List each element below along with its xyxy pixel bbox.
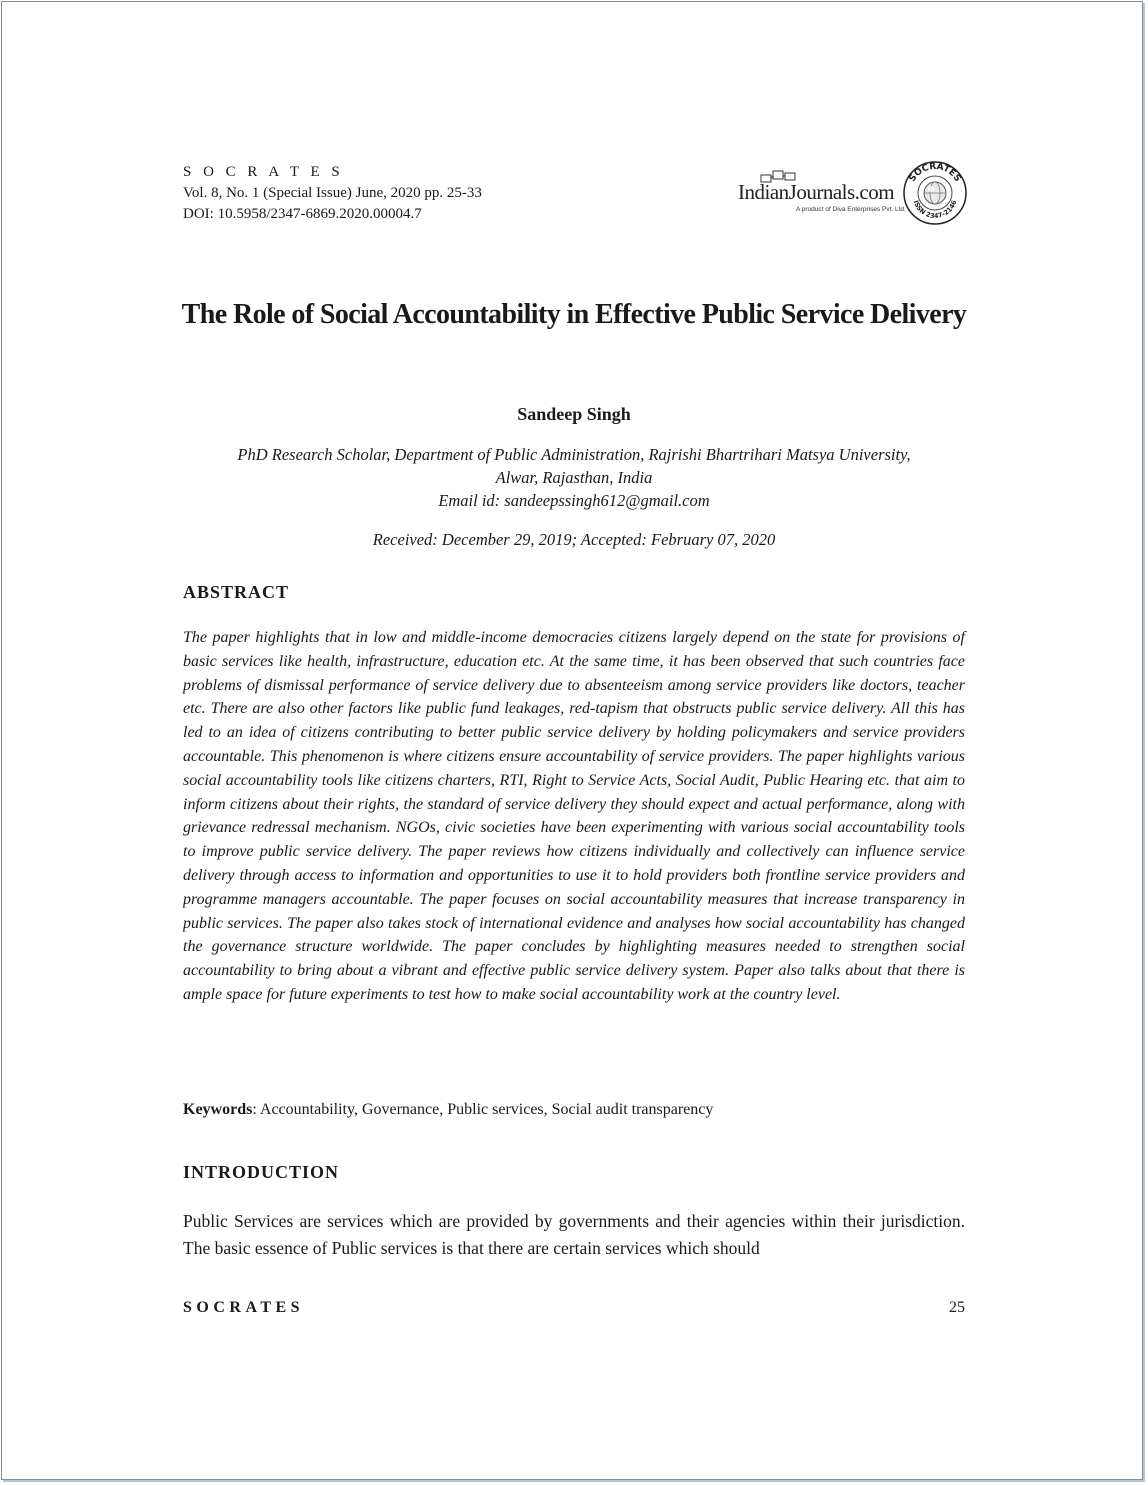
keywords-list: : Accountability, Governance, Public services, Social audit transparency bbox=[252, 1101, 714, 1118]
seal-top-text: SOCRATES bbox=[907, 161, 963, 184]
publisher-logo bbox=[738, 160, 968, 230]
journal-header bbox=[183, 162, 482, 225]
author-affiliation bbox=[150, 443, 998, 512]
author-name: Sandeep Singh bbox=[517, 404, 631, 424]
journal-name: S O C R A T E S bbox=[183, 164, 344, 180]
introduction-text: Public Services are services which are provided by governments and their agencies within their jurisdiction. The basic essence of Public services is that there are certain services which should bbox=[183, 1211, 965, 1258]
seal-bottom-text: ISSN 2347-2146 bbox=[911, 199, 959, 221]
svg-text:SOCRATES bbox=[908, 162, 963, 184]
keywords bbox=[183, 1101, 713, 1119]
journal-volume: Vol. 8, No. 1 (Special Issue) June, 2020 pp. 25-33 bbox=[183, 185, 482, 201]
journal-seal-icon bbox=[902, 160, 968, 226]
author-email: Email id: sandeepssingh612@gmail.com bbox=[438, 491, 710, 510]
affiliation-location: Alwar, Rajasthan, India bbox=[495, 468, 653, 487]
page-number: 25 bbox=[949, 1299, 965, 1316]
journal-doi: DOI: 10.5958/2347-6869.2020.00004.7 bbox=[183, 206, 422, 222]
keywords-label: Keywords bbox=[183, 1101, 253, 1118]
affiliation-line: PhD Research Scholar, Department of Public Administration, Rajrishi Bhartrihari Matsya University, bbox=[237, 445, 911, 464]
article-title: The Role of Social Accountability in Effective Public Service Delivery bbox=[181, 299, 967, 330]
abstract-text: The paper highlights that in low and middle-income democracies citizens largely depend on the state for provisions of basic services like health, infrastructure, education etc. At the same time, it has been observed that such countries face problems of dismissal performance of service delivery due to absenteeism among service providers like doctors, teacher etc. There are also other factors like public fund leakages, red-tapism that obstructs public service delivery. All this has led to an idea of citizens contributing to better public service delivery by holding policymakers and service providers accountable. This phenomenon is where citizens ensure accountability of service providers. The paper highlights various social accountability tools like citizens charters, RTI, Right to Service Acts, Social Audit, Public Hearing etc. that aim to inform citizens about their rights, the standard of service delivery they should expect and actual performance, along with grievance redressal mechanism. NGOs, civic societies have been experimenting with various social accountability tools to improve public service delivery. The paper reviews how citizens individually and collectively can influence service delivery through access to information and opportunities to use it to hold providers both frontline service providers and programme managers accountable. The paper focuses on social accountability measures that increase transparency in public services. The paper also takes stock of international evidence and analyses how social accountability has changed the governance structure worldwide. The paper concludes by highlighting measures needed to strengthen social accountability to bring about a vibrant and effective public service delivery system. Paper also talks about that there is ample space for future experiments to test how to make social accountability work at the country level. bbox=[183, 629, 965, 1003]
abstract-heading: ABSTRACT bbox=[183, 582, 290, 602]
received-accepted-dates: Received: December 29, 2019; Accepted: February 07, 2020 bbox=[372, 530, 776, 549]
footer-journal-name: SOCRATES bbox=[183, 1299, 305, 1316]
publisher-name: IndianJournals.com bbox=[738, 180, 895, 204]
publisher-tagline: A product of Diva Enterprises Pvt. Ltd. bbox=[796, 206, 906, 213]
introduction-heading: INTRODUCTION bbox=[183, 1162, 340, 1182]
